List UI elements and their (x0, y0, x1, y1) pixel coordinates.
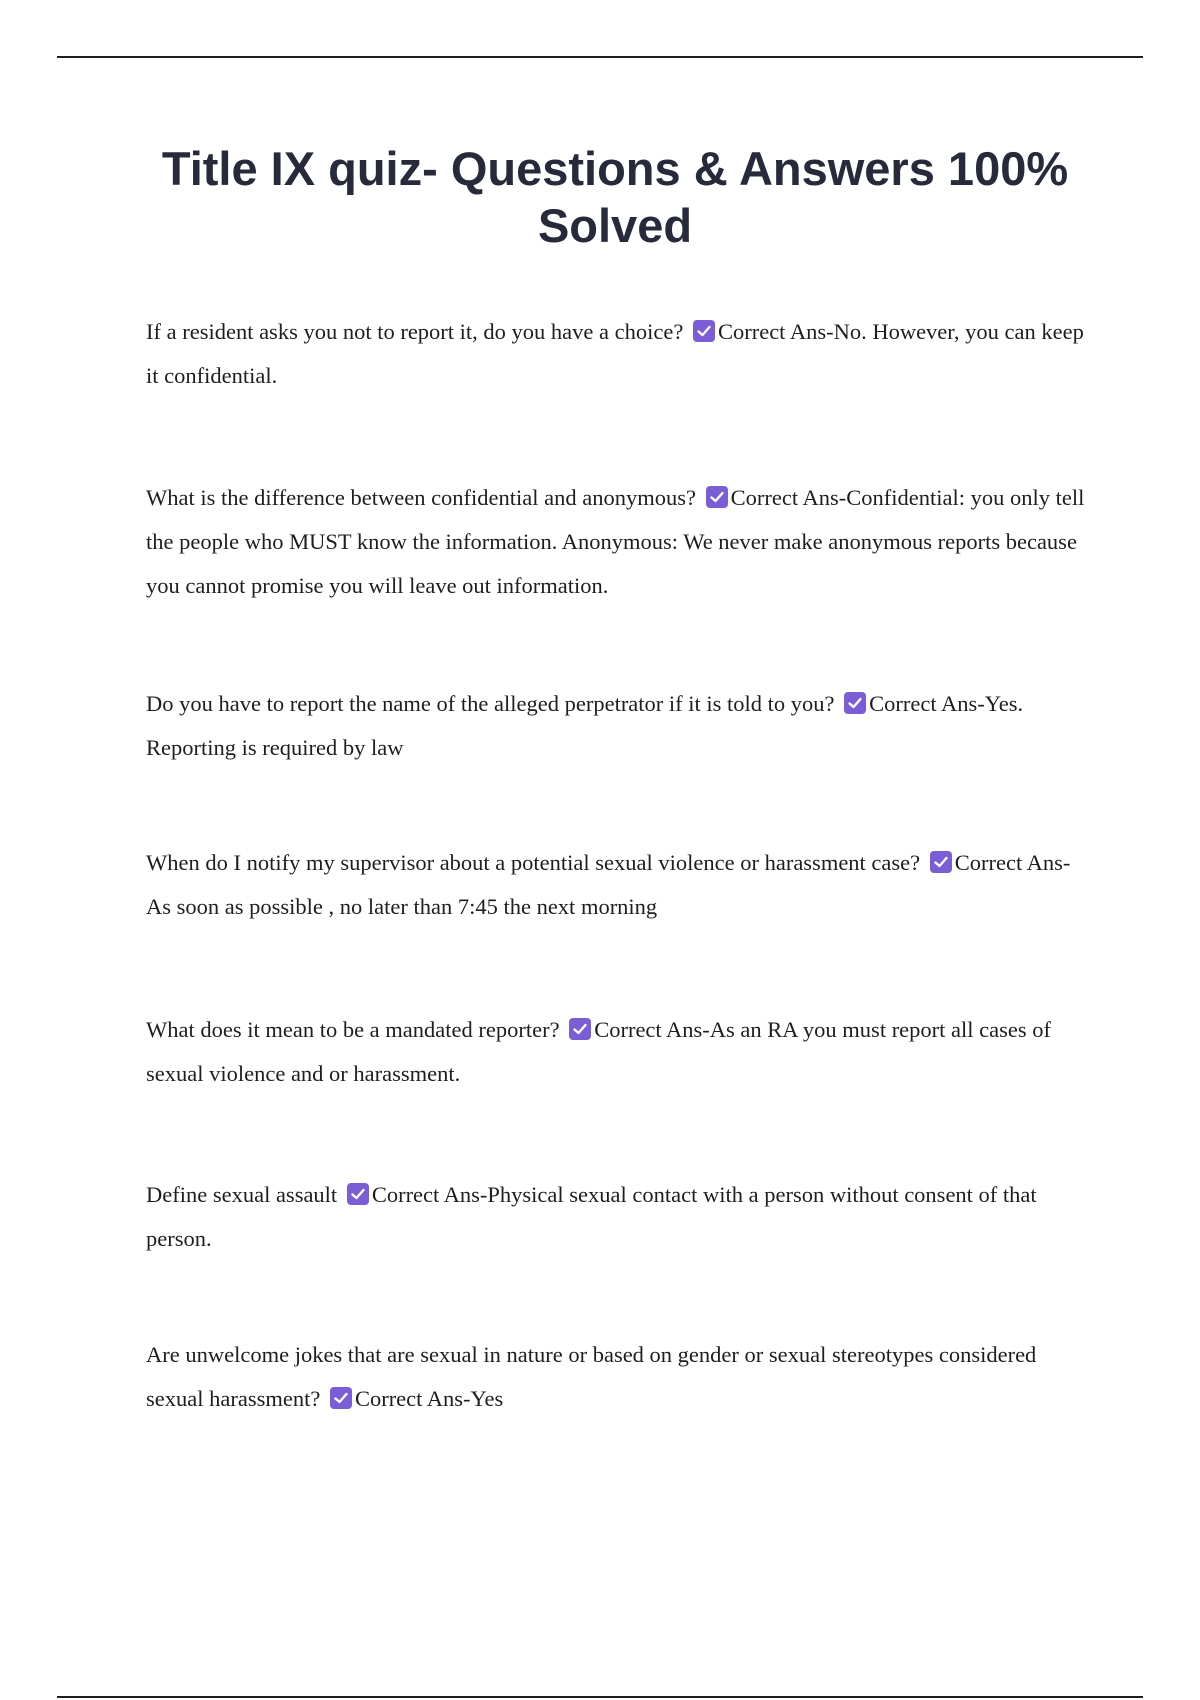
checkmark-icon (844, 692, 866, 714)
checkmark-icon (693, 320, 715, 342)
question-text: What does it mean to be a mandated reporter? (146, 1017, 560, 1042)
answer-text: Correct Ans-As soon as possible , no later than 7:45 the next morning (146, 850, 1071, 919)
checkmark-icon (569, 1018, 591, 1040)
question-text: If a resident asks you not to report it, do you have a choice? (146, 319, 684, 344)
question-text: Do you have to report the name of the alleged perpetrator if it is told to you? (146, 691, 835, 716)
answer-text: Correct Ans-Physical sexual contact with a person without consent of that person. (146, 1182, 1037, 1251)
checkmark-icon (330, 1387, 352, 1409)
qa-item (146, 682, 1086, 770)
qa-item (146, 1333, 1086, 1421)
question-text: What is the difference between confidential and anonymous? (146, 485, 696, 510)
qa-item (146, 1008, 1086, 1096)
qa-item (146, 841, 1086, 929)
answer-text: Correct Ans-No. However, you can keep it confidential. (146, 319, 1084, 388)
question-text: When do I notify my supervisor about a potential sexual violence or harassment case? (146, 850, 921, 875)
answer-text: Correct Ans-Yes (354, 1386, 504, 1411)
answer-text: Correct Ans-As an RA you must report all cases of sexual violence and or harassment. (146, 1017, 1051, 1086)
document-title: Title IX quiz- Questions & Answers 100% Solved (161, 142, 1069, 252)
checkmark-icon (347, 1183, 369, 1205)
bottom-divider (57, 1696, 1143, 1698)
checkmark-icon (930, 851, 952, 873)
answer-text: Correct Ans-Yes. Reporting is required by law (146, 691, 1024, 760)
qa-item (146, 476, 1086, 608)
question-text: Define sexual assault (146, 1182, 338, 1207)
top-divider (57, 56, 1143, 58)
checkmark-icon (706, 486, 728, 508)
answer-text: Correct Ans-Confidential: you only tell the people who MUST know the information. Anonymous: We never make anonymous reports because you cannot promise you will leave out information. (146, 485, 1085, 598)
qa-item (146, 310, 1086, 398)
qa-item (146, 1173, 1086, 1261)
question-text: Are unwelcome jokes that are sexual in nature or based on gender or sexual stereotypes considered sexual harassment? (146, 1342, 1037, 1411)
